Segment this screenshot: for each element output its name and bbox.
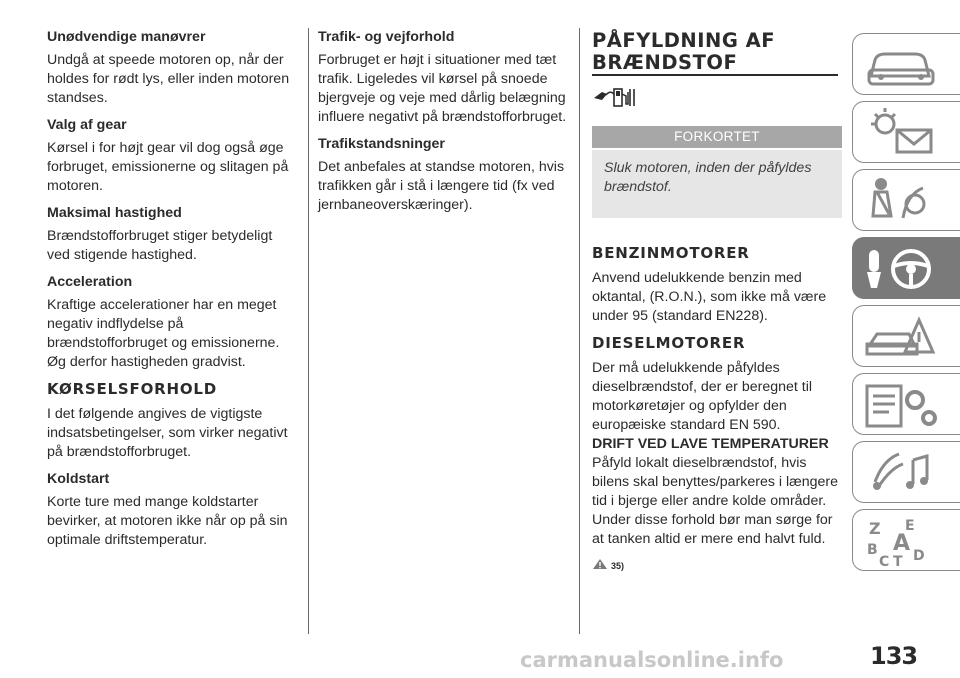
paragraph-traffic-stops: Det anbefales at standse motoren, hvis trafikken går i stå i længere tid (fx ved jernbaneoverskæringer). bbox=[318, 159, 565, 213]
section-petrol-engines: BENZINMOTORER bbox=[592, 244, 750, 262]
warning-triangle-icon bbox=[592, 557, 608, 576]
subheading-low-temperatures: DRIFT VED LAVE TEMPERATURER bbox=[592, 436, 829, 452]
fuel-filling-icon bbox=[592, 86, 842, 110]
heading-traffic-road: Trafik- og vejforhold bbox=[318, 29, 455, 45]
warning-lights-icon bbox=[853, 102, 960, 164]
car-icon bbox=[853, 34, 960, 96]
svg-text:C: C bbox=[879, 554, 890, 570]
section-title-line1: PÅFYLDNING AF bbox=[592, 29, 776, 52]
section-title-line2: BRÆNDSTOF bbox=[592, 51, 738, 74]
tab-maintenance[interactable] bbox=[852, 373, 960, 435]
key-steering-wheel-icon bbox=[853, 238, 960, 300]
paragraph-driving-conditions: I det følgende angives de vigtigste indsatsbetingelser, som virker negativt på brændstofforbruget. bbox=[47, 406, 288, 460]
paragraph-low-temperatures: Påfyld lokalt dieselbrændstof, hvis bilens skal benyttes/parkeres i længere tid i bjerge eller andre kolde områder. Under disse forhold bør man sørge for at tanken altid er mere end halvt fuld. bbox=[592, 455, 839, 547]
left-column bbox=[47, 28, 297, 558]
heading-acceleration: Acceleration bbox=[47, 274, 133, 290]
right-column bbox=[592, 28, 842, 576]
svg-text:A: A bbox=[893, 531, 911, 556]
section-driving-conditions: KØRSELSFORHOLD bbox=[47, 380, 217, 398]
paragraph-max-speed: Brændstofforbruget stiger betydeligt ved stigende hastighed. bbox=[47, 228, 273, 263]
footnote-number: 35) bbox=[611, 561, 625, 571]
paragraph-cold-start: Korte ture med mange koldstarter bevirker, at motoren ikke når op på sin optimale driftstemperatur. bbox=[47, 494, 288, 548]
paragraph-diesel-engines: Der må udelukkende påfyldes dieselbrændstof, der er beregnet til motorkøretøjer og opfylder den europæiske standard EN 590. bbox=[592, 360, 813, 433]
index-icon bbox=[853, 510, 960, 572]
footnote-reference bbox=[592, 557, 842, 576]
tab-index[interactable] bbox=[852, 509, 960, 571]
shortcut-banner: FORKORTET bbox=[592, 126, 842, 148]
column-divider bbox=[579, 28, 580, 634]
svg-text:T: T bbox=[893, 554, 903, 570]
breakdown-triangle-icon bbox=[853, 306, 960, 368]
seatbelt-airbag-icon bbox=[853, 170, 960, 232]
section-diesel-engines: DIESELMOTORER bbox=[592, 334, 746, 352]
tab-safety[interactable] bbox=[852, 169, 960, 231]
heading-max-speed: Maksimal hastighed bbox=[47, 205, 182, 221]
column-divider bbox=[308, 28, 309, 634]
heading-traffic-stops: Trafikstandsninger bbox=[318, 136, 445, 152]
tab-emergency[interactable] bbox=[852, 305, 960, 367]
paragraph-petrol-engines: Anvend udelukkende benzin med oktantal, (R.O.N.), som ikke må være under 95 (standard EN228). bbox=[592, 270, 827, 324]
page-number: 133 bbox=[870, 642, 918, 670]
paragraph-unnecessary-maneuvers: Undgå at speede motoren op, når der holdes for rødt lys, eller inden motoren standses. bbox=[47, 52, 290, 106]
watermark: carmanualsonline.info bbox=[520, 648, 784, 672]
middle-column bbox=[318, 28, 568, 223]
paragraph-traffic-road: Forbruget er højt i situationer med tæt trafik. Ligeledes vil kørsel på snoede bjergveje og veje med dårlig belægning influere negativt på brændstofforbruget. bbox=[318, 52, 567, 125]
tab-car[interactable] bbox=[852, 33, 960, 95]
maintenance-icon bbox=[853, 374, 960, 436]
title-underline bbox=[592, 74, 838, 76]
svg-text:D: D bbox=[913, 548, 925, 564]
paragraph-acceleration: Kraftige accelerationer har en meget negativ indflydelse på brændstofforbruget og emissionerne. Øg derfor hastigheden gradvist. bbox=[47, 297, 280, 370]
tab-warning-lights[interactable] bbox=[852, 101, 960, 163]
svg-text:B: B bbox=[867, 542, 878, 558]
tab-starting-driving[interactable] bbox=[852, 237, 960, 299]
heading-cold-start: Koldstart bbox=[47, 471, 110, 487]
svg-text:Z: Z bbox=[869, 519, 881, 538]
shortcut-note: Sluk motoren, inden der påfyldes brændstof. bbox=[592, 150, 842, 218]
svg-text:E: E bbox=[905, 518, 915, 534]
paragraph-gear-selection: Kørsel i for højt gear vil dog også øge forbruget, emissionerne og slitagen på motoren. bbox=[47, 140, 289, 194]
tab-multimedia[interactable] bbox=[852, 441, 960, 503]
multimedia-icon bbox=[853, 442, 960, 504]
heading-gear-selection: Valg af gear bbox=[47, 117, 127, 133]
heading-unnecessary-maneuvers: Unødvendige manøvrer bbox=[47, 29, 206, 45]
